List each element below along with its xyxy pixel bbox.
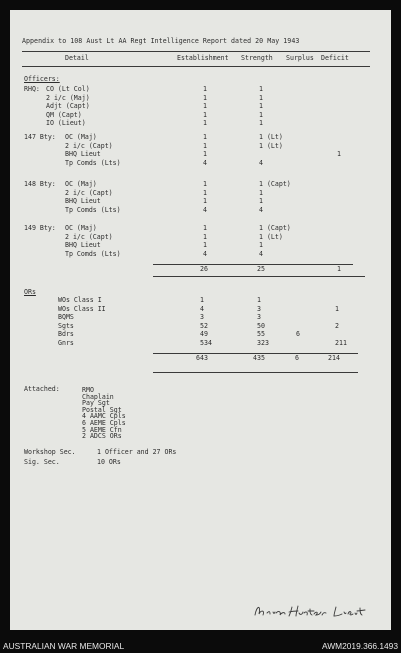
document-page: [10, 10, 391, 630]
row-detail: Tp Comds (Lts): [65, 158, 121, 167]
header-rule-top: [22, 51, 370, 52]
table-row: [10, 120, 391, 129]
table-row: [10, 251, 391, 260]
row-strength: 1: [259, 110, 263, 119]
col-detail: Detail: [65, 54, 89, 62]
row-detail: BHQ Lieut: [65, 197, 101, 206]
row-deficit: 1: [337, 150, 341, 159]
officers-subtotal-rule: [153, 264, 353, 265]
col-strength: Strength: [241, 54, 273, 62]
row-strength: 1: [259, 188, 263, 197]
row-strength: 50: [257, 321, 265, 330]
attached-item: RMO: [82, 386, 94, 394]
attached-item: 6 AEME Cpls: [82, 419, 126, 427]
ors-total-rule: [153, 372, 358, 373]
row-surplus: 6: [296, 330, 300, 339]
row-deficit: 2: [335, 321, 339, 330]
row-detail: IO (Lieut): [46, 119, 86, 128]
row-establishment: 1: [203, 188, 207, 197]
row-strength: 1: [259, 93, 263, 102]
row-detail: OC (Maj): [65, 224, 97, 232]
row-strength: 1 (Capt): [259, 224, 291, 232]
row-detail: QM (Capt): [46, 110, 82, 119]
table-row: [10, 207, 391, 216]
row-establishment: 4: [203, 249, 207, 258]
attached-item: Postal Sgt: [82, 405, 122, 414]
sig-label: Sig. Sec.: [24, 458, 60, 466]
row-strength: 323: [257, 339, 269, 347]
row-detail: 2 i/c (Maj): [46, 93, 90, 102]
row-establishment: 1: [203, 150, 207, 159]
col-surplus: Surplus: [286, 54, 314, 62]
row-detail: WOs Class II: [58, 304, 106, 313]
row-strength: 3: [257, 313, 261, 322]
row-detail: 2 i/c (Capt): [65, 188, 113, 197]
row-establishment: 1: [203, 110, 207, 119]
footer-bar: [0, 638, 401, 653]
row-establishment: 4: [203, 205, 207, 214]
row-strength: 1: [259, 119, 263, 128]
officers-total-str: 25: [257, 265, 265, 273]
row-detail: Sgts: [58, 321, 74, 330]
officers-total-rule: [153, 276, 365, 277]
row-strength: 1: [259, 241, 263, 250]
row-detail: Adjt (Capt): [46, 102, 90, 111]
footer-accession: AWM2019.366.1493: [321, 641, 398, 651]
attached-item: 4 AAMC Cpls: [82, 412, 126, 421]
sig-value: 10 ORs: [97, 458, 121, 466]
attached-item: Chaplain: [82, 392, 114, 401]
table-row: [10, 340, 391, 349]
row-strength: 55: [257, 330, 265, 339]
header-rule-bottom: [22, 66, 370, 67]
officers-total-row: [10, 266, 391, 275]
row-establishment: 1: [203, 102, 207, 111]
group-label: RHQ:: [24, 85, 40, 93]
row-strength: 1: [259, 85, 263, 93]
ors-total-sur: 6: [295, 354, 299, 362]
footer-credit: AUSTRALIAN WAR MEMORIAL: [3, 641, 125, 651]
ors-total-est: 643: [196, 354, 208, 362]
row-detail: OC (Maj): [65, 180, 97, 188]
row-strength: 1: [259, 197, 263, 206]
ors-total-def: 214: [328, 354, 340, 362]
row-strength: 1 (Lt): [259, 232, 283, 241]
row-establishment: 534: [200, 339, 212, 347]
row-establishment: 4: [200, 304, 204, 313]
row-strength: 1: [259, 102, 263, 111]
table-row: [10, 160, 391, 169]
row-detail: 2 i/c (Capt): [65, 141, 113, 150]
row-establishment: 1: [203, 141, 207, 150]
workshop-value: 1 Officer and 27 ORs: [97, 448, 177, 456]
row-establishment: 1: [203, 224, 207, 232]
row-strength: 1 (Lt): [259, 141, 283, 150]
row-deficit: 1: [335, 304, 339, 313]
row-strength: 3: [257, 304, 261, 313]
officers-heading: Officers:: [24, 75, 60, 83]
row-establishment: 1: [203, 180, 207, 188]
row-detail: CO (Lt Col): [46, 85, 90, 93]
group-label: 148 Bty:: [24, 180, 56, 188]
workshop-label: Workshop Sec.: [24, 448, 76, 456]
officers-total-def: 1: [337, 265, 341, 273]
ors-total-row: [10, 355, 391, 364]
ors-heading: ORs: [24, 288, 36, 296]
row-deficit: 211: [335, 339, 347, 347]
ors-total-str: 435: [253, 354, 265, 362]
row-strength: 1: [257, 296, 261, 304]
officers-total-est: 26: [200, 265, 208, 273]
row-establishment: 49: [200, 330, 208, 339]
row-establishment: 1: [203, 232, 207, 241]
row-detail: Tp Comds (Lts): [65, 205, 121, 214]
document-title: Appendix to 108 Aust Lt AA Regt Intelligence Report dated 20 May 1943: [22, 37, 300, 45]
row-establishment: 1: [203, 197, 207, 206]
row-strength: 4: [259, 158, 263, 167]
row-detail: Bdrs: [58, 330, 74, 339]
row-detail: WOs Class I: [58, 296, 102, 304]
row-strength: 4: [259, 249, 263, 258]
col-deficit: Deficit: [321, 54, 349, 62]
row-detail: BHQ Lieut: [65, 150, 101, 159]
row-establishment: 1: [203, 85, 207, 93]
row-establishment: 1: [203, 93, 207, 102]
row-strength: 4: [259, 205, 263, 214]
row-detail: Tp Comds (Lts): [65, 249, 121, 258]
row-establishment: 1: [203, 241, 207, 250]
row-establishment: 1: [203, 119, 207, 128]
row-detail: BHQ Lieut: [65, 241, 101, 250]
attached-item: 5 AEME Cfn: [82, 425, 122, 434]
group-label: 147 Bty:: [24, 133, 56, 141]
col-establishment: Establishment: [177, 54, 229, 62]
handwritten-signature: [252, 601, 370, 621]
row-detail: Gnrs: [58, 339, 74, 347]
row-detail: OC (Maj): [65, 133, 97, 141]
row-detail: BQMS: [58, 313, 74, 322]
row-strength: 1 (Lt): [259, 133, 283, 141]
row-establishment: 52: [200, 321, 208, 330]
attached-item: Pay Sgt: [82, 399, 110, 408]
row-establishment: 1: [203, 133, 207, 141]
row-strength: 1 (Capt): [259, 180, 291, 188]
row-detail: 2 i/c (Capt): [65, 232, 113, 241]
attached-label: Attached:: [24, 385, 60, 393]
group-label: 149 Bty:: [24, 224, 56, 232]
row-establishment: 3: [200, 313, 204, 322]
row-establishment: 4: [203, 158, 207, 167]
row-establishment: 1: [200, 296, 204, 304]
attached-item: 2 ADCS ORs: [82, 432, 122, 441]
